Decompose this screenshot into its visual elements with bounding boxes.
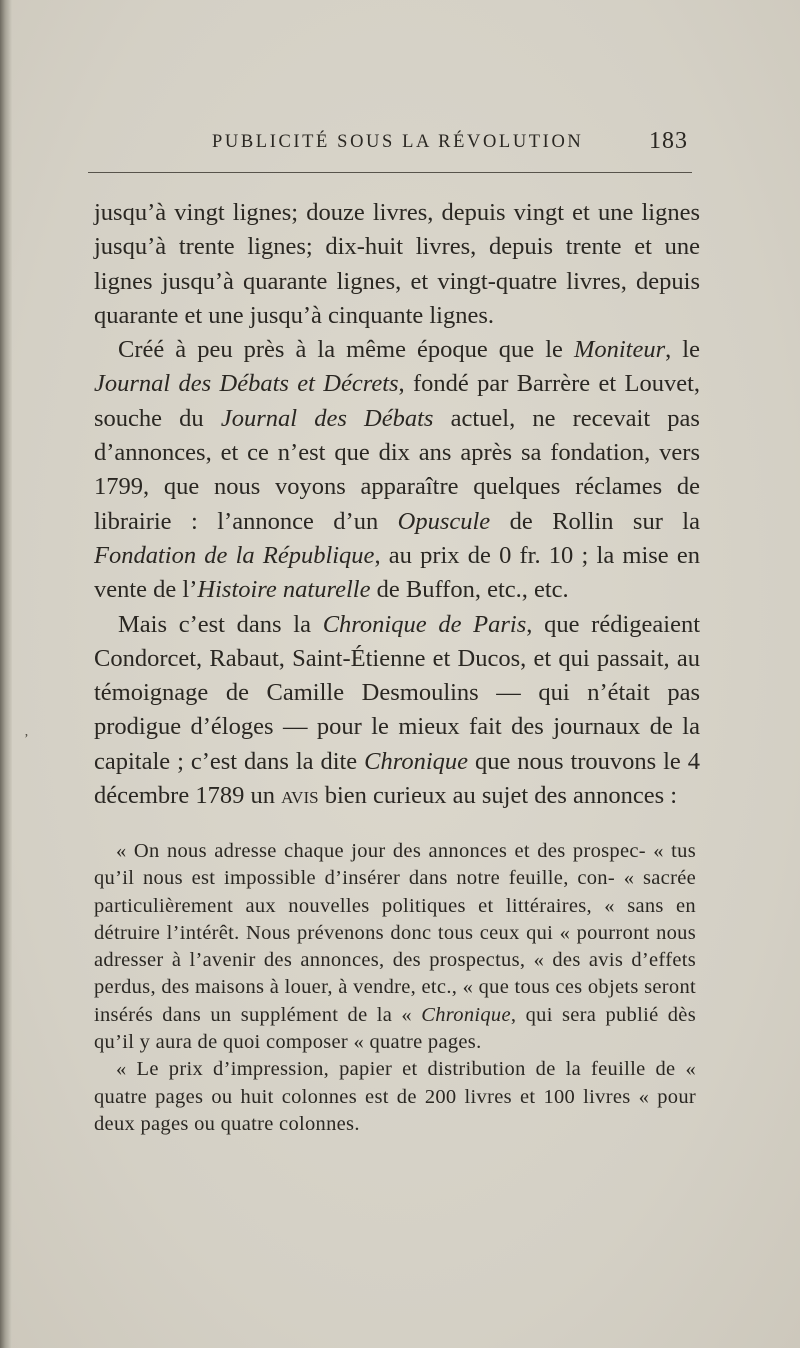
title-moniteur: Moniteur <box>573 336 666 364</box>
quote-title-chronique: Chronique <box>421 1003 511 1026</box>
title-fondation-de-la-republique: Fondation de la République <box>94 541 375 569</box>
main-text <box>94 196 700 813</box>
title-journal-des-debats: Journal des Débats <box>220 404 434 432</box>
paragraph-3: Mais c’est dans la Chronique de Paris, que rédigeaient Condorcet, Rabaut, Saint-Étienne et Ducos, et qui passait, au témoignage de Camille Desmoulins — qui n’était pas prodigue d’éloges — pour le mieux fait des journaux de la capitale ; c’est dans la dite Chronique que nous trouvons le 4 décembre 1789 un avis bien curieux au sujet des annonces : <box>94 610 701 810</box>
running-title: PUBLICITÉ SOUS LA RÉVOLUTION <box>212 132 584 152</box>
title-chronique: Chronique <box>364 747 469 775</box>
page-number: 183 <box>649 128 688 154</box>
header-rule <box>88 172 692 173</box>
paragraph-2: Créé à peu près à la même époque que le Moniteur, le Journal des Débats et Décrets, fondé par Barrère et Louvet, souche du Journal des Débats actuel, ne recevait pas d’annonces, et ce n’est que dix ans après sa fondation, vers 1799, que nous voyons apparaître quelques réclames de librairie : l’annonce d’un Opuscule de Rollin sur la Fondation de la République, au prix de 0 fr. 10 ; la mise en vente de l’Histoire naturelle de Buffon, etc., etc. <box>94 336 700 604</box>
paragraph-1: jusqu’à vingt lignes; douze livres, depuis vingt et une lignes jusqu’à trente lignes; dix-huit livres, depuis trente et une lignes jusqu’à quarante lignes, et vingt-quatre livres, depuis quarante et une jusqu’à cinquante lignes. <box>94 199 700 329</box>
title-histoire-naturelle: Histoire naturelle <box>197 576 371 604</box>
quoted-notice <box>94 838 696 1138</box>
title-journal-des-debats-et-decrets: Journal des Débats et Décrets <box>94 370 399 398</box>
title-chronique-de-paris: Chronique de Paris <box>322 610 527 638</box>
quote-paragraph-2: « Le prix d’impression, papier et distribution de la feuille de « quatre pages ou huit colonnes est de 200 livres et 100 livres « pour deux pages ou quatre colonnes. <box>94 1058 696 1135</box>
page-header <box>90 128 690 168</box>
page-gutter <box>0 0 12 1348</box>
quote-paragraph-1: « On nous adresse chaque jour des annonces et des prospec- « tus qu’il nous est impossible d’insérer dans notre feuille, con- « sacrée particulièrement aux nouvelles politiques et littéraires, « sans en détruire l’intérêt. Nous prévenons donc tous ceux qui « pourront nous adresser à l’avenir des annonces, des prospectus, « des avis d’effets perdus, des maisons à louer, à vendre, etc., « que tous ces objets seront insérés dans un supplément de la « Chronique, qui sera publié dès qu’il y aura de quoi composer « quatre pages. <box>94 840 696 1054</box>
title-opuscule: Opuscule <box>397 507 491 535</box>
margin-mark: ʼ <box>24 732 29 747</box>
avis-small-caps: avis <box>281 782 319 810</box>
